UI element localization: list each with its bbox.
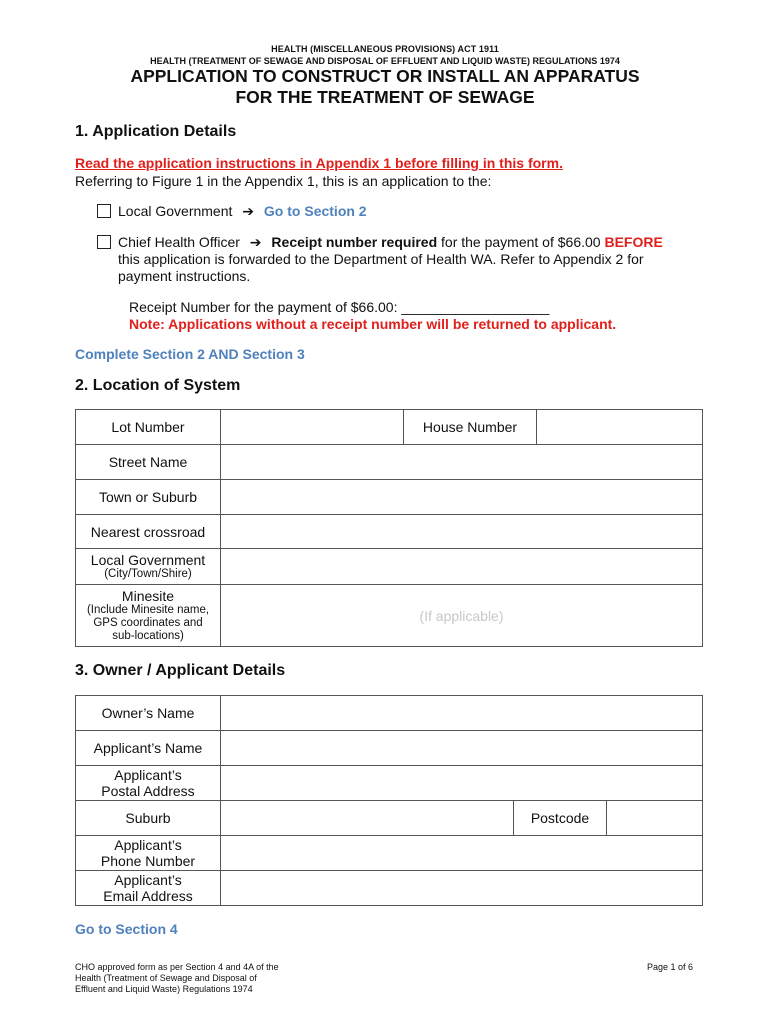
applicants-name-input[interactable] — [221, 731, 703, 766]
suburb-label: Suburb — [76, 801, 221, 836]
arrow-icon: ➔ — [249, 234, 262, 250]
minesite-text: Minesite — [121, 588, 175, 604]
footer-line3: Effluent and Liquid Waste) Regulations 1974 — [75, 984, 253, 994]
street-name-input[interactable] — [221, 445, 703, 480]
nearest-crossroad-input[interactable] — [221, 515, 703, 549]
section1-heading: 1. Application Details — [75, 123, 237, 140]
street-name-label: Street Name — [76, 445, 221, 480]
cho-checkbox[interactable] — [97, 235, 111, 249]
applicants-name-label: Applicant’s Name — [76, 731, 221, 766]
postal-address-line1: Applicant’s — [114, 767, 182, 783]
house-number-input[interactable] — [537, 410, 703, 445]
minesite-sub2: GPS coordinates and — [93, 617, 203, 629]
email-label-line2: Email Address — [103, 888, 193, 904]
email-label-line1: Applicant’s — [114, 872, 182, 888]
postal-address-label — [76, 766, 221, 801]
section2-heading: 2. Location of System — [75, 377, 241, 394]
receipt-required-text: Receipt number required — [271, 234, 438, 250]
email-input[interactable] — [221, 871, 703, 906]
phone-label-line2: Phone Number — [100, 853, 196, 869]
act-title: HEALTH (MISCELLANEOUS PROVISIONS) ACT 1911 — [271, 44, 499, 54]
minesite-sub3: sub-locations) — [112, 630, 184, 642]
local-government-field-label — [76, 549, 221, 585]
local-government-label: Local Government — [118, 203, 233, 219]
postcode-label: Postcode — [514, 801, 607, 836]
town-suburb-label: Town or Suburb — [76, 480, 221, 515]
form-title-line2: FOR THE TREATMENT OF SEWAGE — [235, 87, 535, 107]
town-suburb-input[interactable] — [221, 480, 703, 515]
local-government-input[interactable] — [221, 549, 703, 585]
receipt-note: Note: Applications without a receipt number will be returned to applicant. — [129, 316, 617, 332]
cho-line2: this application is forwarded to the Department of Health WA. Refer to Appendix 2 for — [118, 251, 644, 267]
footer-note — [75, 962, 279, 995]
section3-heading: 3. Owner / Applicant Details — [75, 662, 286, 679]
before-text: BEFORE — [604, 234, 663, 250]
postal-address-line2: Postal Address — [101, 783, 195, 799]
local-government-text: Local Government — [90, 552, 206, 568]
lot-number-label: Lot Number — [76, 410, 221, 445]
phone-input[interactable] — [221, 836, 703, 871]
suburb-input[interactable] — [221, 801, 514, 836]
form-title — [0, 66, 770, 108]
payment-text: for the payment of $66.00 — [437, 234, 605, 250]
cho-line3: payment instructions. — [118, 268, 251, 284]
email-label — [76, 871, 221, 906]
minesite-input[interactable]: (If applicable) — [221, 585, 703, 647]
local-government-option — [118, 203, 367, 220]
location-table — [75, 409, 703, 647]
nearest-crossroad-label: Nearest crossroad — [76, 515, 221, 549]
local-government-checkbox[interactable] — [97, 204, 111, 218]
minesite-label — [76, 585, 221, 647]
minesite-sub1: (Include Minesite name, — [86, 604, 210, 616]
instruction-text: Read the application instructions in Appendix 1 before filling in this form. — [75, 155, 563, 171]
arrow-icon: ➔ — [242, 203, 255, 219]
receipt-number-field[interactable]: Receipt Number for the payment of $66.00: ___________________ — [129, 299, 550, 315]
phone-label-line1: Applicant’s — [114, 837, 182, 853]
local-government-sub: (City/Town/Shire) — [104, 568, 192, 580]
owners-name-input[interactable] — [221, 696, 703, 731]
owner-table — [75, 695, 703, 906]
form-title-line1: APPLICATION TO CONSTRUCT OR INSTALL AN APPARATUS — [130, 66, 640, 86]
house-number-label: House Number — [404, 410, 537, 445]
postal-address-input[interactable] — [221, 766, 703, 801]
lot-number-input[interactable] — [221, 410, 404, 445]
regulations-title: HEALTH (TREATMENT OF SEWAGE AND DISPOSAL OF EFFLUENT AND LIQUID WASTE) REGULATIONS 1974 — [150, 56, 620, 66]
footer-line1: CHO approved form as per Section 4 and 4A of the — [75, 962, 279, 972]
goto-section2-link[interactable]: Go to Section 2 — [263, 203, 367, 219]
complete-sections-text: Complete Section 2 AND Section 3 — [75, 346, 305, 362]
cho-label: Chief Health Officer — [118, 234, 240, 250]
owners-name-label: Owner’s Name — [76, 696, 221, 731]
postcode-input[interactable] — [607, 801, 703, 836]
footer-line2: Health (Treatment of Sewage and Disposal of — [75, 973, 257, 983]
referring-text: Referring to Figure 1 in the Appendix 1, this is an application to the: — [75, 173, 492, 189]
goto-section4-link[interactable]: Go to Section 4 — [75, 921, 178, 937]
cho-option — [118, 234, 663, 251]
phone-label — [76, 836, 221, 871]
page-number: Page 1 of 6 — [646, 962, 693, 972]
